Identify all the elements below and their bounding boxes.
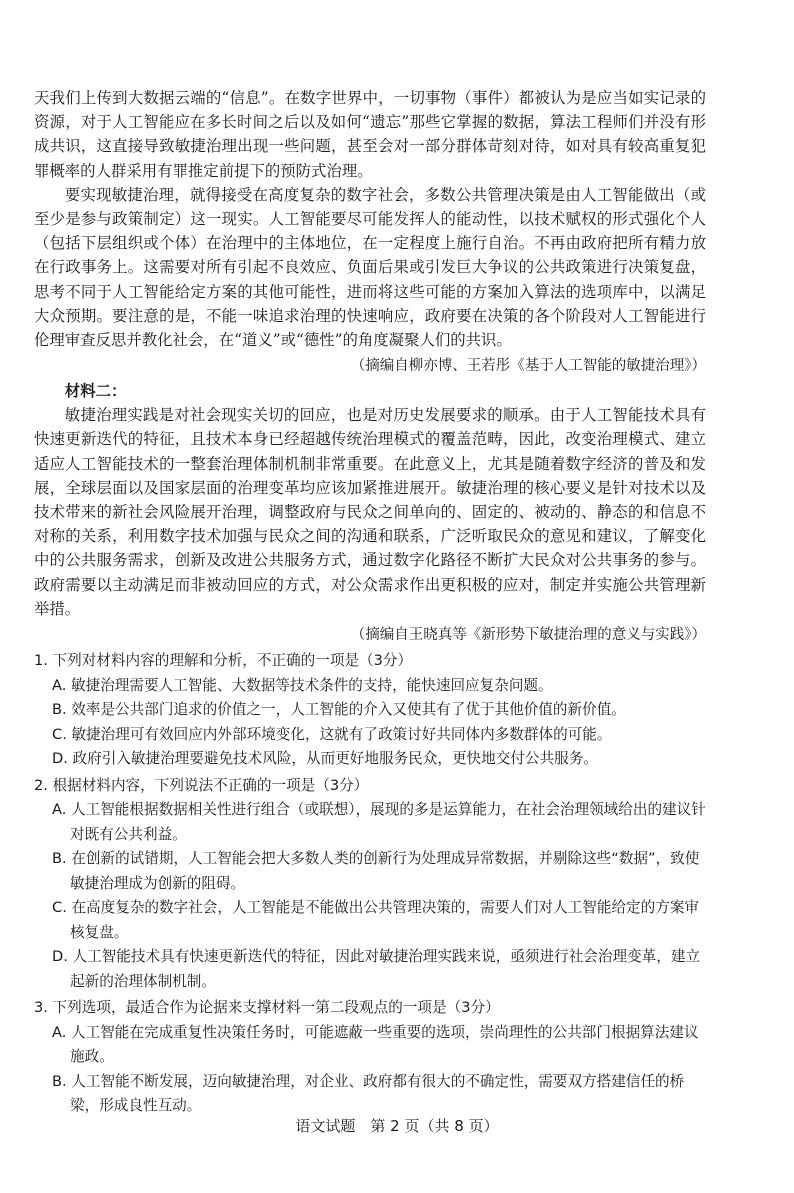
material2-paragraph: 敏捷治理实践是对社会现实关切的回应，也是对历史发展要求的顺承。由于人工智能技术具有快速更新迭代的特征，且技术本身已经超越传统治理模式的覆盖范畴，因此，改变治理模式、建立适应人工智能技术的一整套治理体制机制非常重要。在此意义上，尤其是随着数字经济的普及和发展，全球层面以及国家层面的治理变革均应该加紧推进展开。敏捷治理的核心要义是针对技术以及技术带来的新社会风险展开治理，调整政府与民众之间单向的、固定的、被动的、静态的和信息不对称的关系，利用数字技术加强与民众之间的沟通和联系，广泛听取民众的意见和建议，了解变化中的公共服务需求，创新及改进公共服务方式，通过数字化路径不断扩大民众对公共事务的参与。政府需要以主动满足而非被动回应的方式，对公众需求作出更积极的应对，制定并实施公共管理新举措。 (34, 406, 706, 618)
question-option: D. 政府引入敏捷治理要避免技术风险，从而更好地服务民众，更快地交付公共服务。 (52, 750, 598, 768)
exam-page (34, 86, 706, 1119)
question-stem: 2. 根据材料内容，下列说法不正确的一项是（3分） (34, 776, 369, 794)
question-stem: 3. 下列选项，最适合作为论据来支撑材料一第二段观点的一项是（3分） (34, 999, 500, 1017)
material1-paragraph-continued: 天我们上传到大数据云端的“信息”。在数字世界中，一切事物（事件）都被认为是应当如实记录的资源，对于人工智能应在多长时间之后以及如何“遗忘”那些它掌握的数据，算法工程师们并没有形成共识，这直接导致敏捷治理出现一些问题，甚至会对一部分群体苛刻对待，如对具有较高重复犯罪概率的人群采用有罪推定前提下的预防式治理。 (34, 89, 706, 180)
material2-source: （摘编自王晓真等《新形势下敏捷治理的意义与实践》） (350, 627, 706, 644)
question-3 (34, 996, 706, 1119)
question-option: C. 敏捷治理可有效回应内外部环境变化，这就有了政策讨好共同体内多数群体的可能。 (52, 725, 612, 743)
question-option: A. 人工智能在完成重复性决策任务时，可能遮蔽一些重要的选项，崇尚理性的公共部门根据算法建议施政。 (52, 1023, 699, 1066)
question-option: A. 敏捷治理需要人工智能、大数据等技术条件的支持，能快速回应复杂问题。 (52, 676, 553, 694)
question-option: B. 在创新的试错期，人工智能会把大多数人类的创新行为处理成异常数据，并剔除这些“数据”，致使敏捷治理成为创新的阻碍。 (52, 850, 700, 892)
question-1 (34, 649, 706, 772)
material1-source: （摘编自柳亦博、王若彤《基于人工智能的敏捷治理》） (350, 358, 706, 375)
material1-paragraph-2: 要实现敏捷治理，就得接受在高度复杂的数字社会，多数公共管理决策是由人工智能做出（或至少是参与政策制定）这一现实。人工智能要尽可能发挥人的能动性，以技术赋权的形式强化个人（包括下层组织或个体）在治理中的主体地位，在一定程度上施行自治。不再由政府把所有精力放在行政事务上。这需要对所有引起不良效应、负面后果或引发巨大争议的公共政策进行决策复盘，思考不同于人工智能给定方案的其他可能性，进而将这些可能的方案加入算法的选项库中，以满足大众预期。要注意的是，不能一味追求治理的快速响应，政府要在决策的各个阶段对人工智能进行伦理审查反思并教化社会，在“道义”或“德性”的角度凝聚人们的共识。 (34, 185, 706, 350)
page-footer: 语文试题 第 2 页（共 8 页） (295, 1117, 499, 1135)
material2-label: 材料二： (64, 382, 127, 401)
question-option: C. 在高度复杂的数字社会，人工智能是不能做出公共管理决策的，需要人们对人工智能给定的方案审核复盘。 (52, 899, 700, 941)
question-option: A. 人工智能根据数据相关性进行组合（或联想），展现的多是运算能力，在社会治理领域给出的建议针对既有公共利益。 (52, 801, 706, 843)
question-option: B. 效率是公共部门追求的价值之一，人工智能的介入又使其有了优于其他价值的新价值。 (52, 701, 626, 719)
question-stem: 1. 下列对材料内容的理解和分析，不正确的一项是（3分） (34, 652, 413, 670)
question-2 (34, 774, 706, 995)
question-option: B. 人工智能不断发展，迈向敏捷治理，对企业、政府都有很大的不确定性，需要双方搭建信任的桥梁，形成良性互动。 (52, 1072, 685, 1115)
question-option: D. 人工智能技术具有快速更新迭代的特征，因此对敏捷治理实践来说，亟须进行社会治理变革，建立起新的治理体制机制。 (52, 948, 701, 990)
